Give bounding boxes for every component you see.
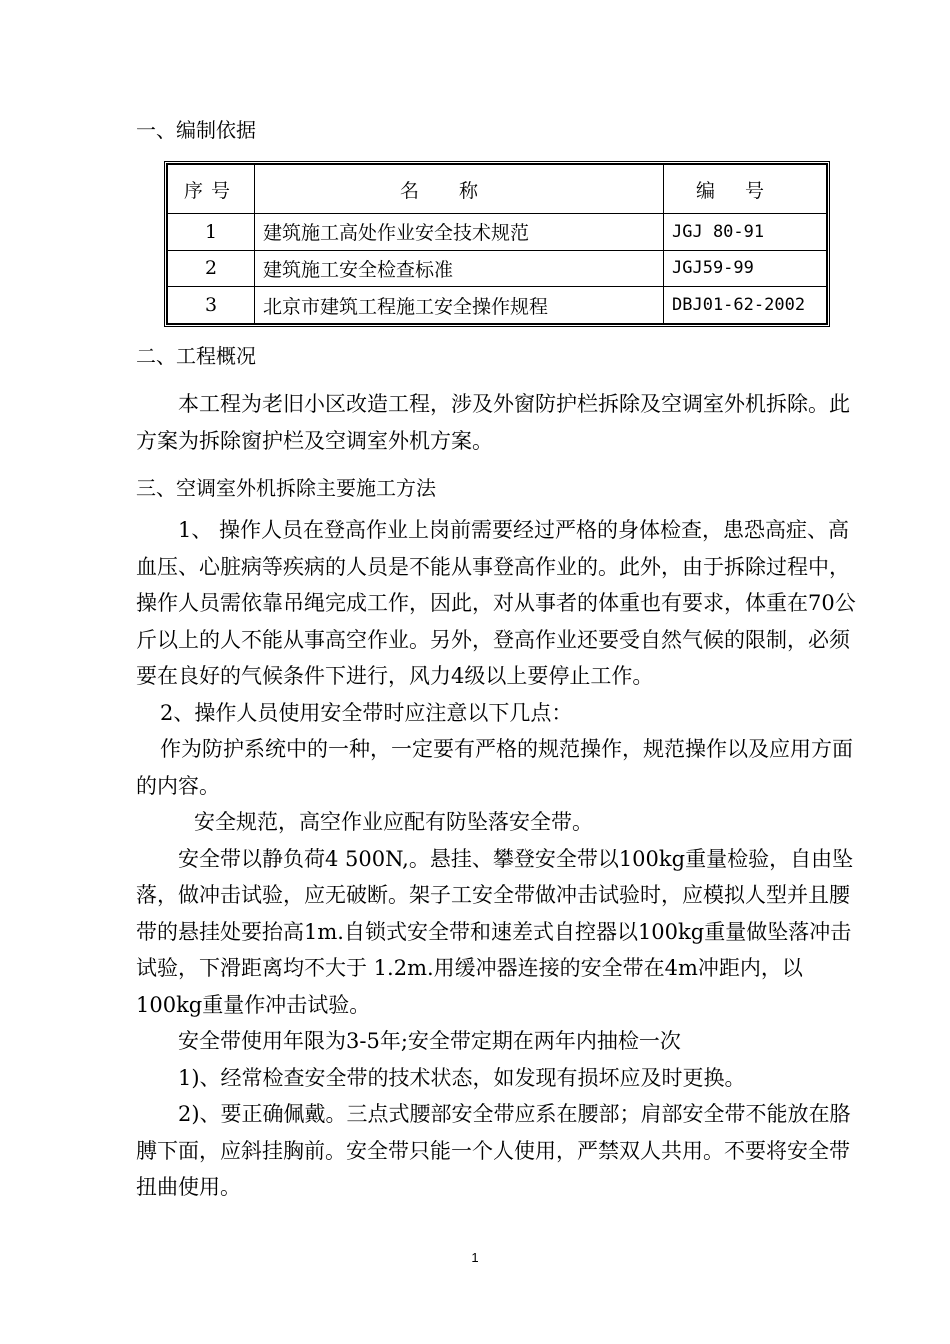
table-header-row <box>168 165 827 214</box>
paragraph-3: 作为防护系统中的一种，一定要有严格的规范操作，规范操作以及应用方面的内容。 <box>136 737 853 798</box>
page-number: 1 <box>471 1250 479 1265</box>
header-seq: 序号 <box>168 165 255 214</box>
overview-paragraph: 本工程为老旧小区改造工程，涉及外窗防护栏拆除及空调室外机拆除。此方案为拆除窗护栏及空调室外机方案。 <box>136 392 850 453</box>
table-row <box>168 250 827 287</box>
row-name: 北京市建筑工程施工安全操作规程 <box>255 287 664 324</box>
row-code: JGJ59-99 <box>664 250 827 287</box>
paragraph-4: 安全规范，高空作业应配有防坠落安全带。 <box>194 810 593 834</box>
section-3-body <box>136 512 866 1206</box>
row-code: DBJ01-62-2002 <box>664 287 827 324</box>
table-row <box>168 287 827 324</box>
header-code: 编号 <box>664 165 827 214</box>
row-seq: 3 <box>168 287 255 324</box>
row-name: 建筑施工安全检查标准 <box>255 250 664 287</box>
row-code: JGJ 80-91 <box>664 214 827 251</box>
row-seq: 1 <box>168 214 255 251</box>
standards-table <box>164 161 830 327</box>
row-seq: 2 <box>168 250 255 287</box>
row-name: 建筑施工高处作业安全技术规范 <box>255 214 664 251</box>
paragraph-7: 1)、经常检查安全带的技术状态，如发现有损坏应及时更换。 <box>178 1065 746 1090</box>
paragraph-5: 安全带以静负荷4 500N,。悬挂、攀登安全带以100kg重量检验，自由坠落，做冲击试验，应无破断。架子工安全带做冲击试验时，应模拟人型并且腰带的悬挂处要抬高1m.自锁式安全带和速差式自控器以100kg重量做坠落冲击试验，下滑距离均不大于 1.2m.用缓冲器连接的安全带在4m冲距内，以100kg重量作冲击试验。 <box>136 846 854 1017</box>
header-name: 名称 <box>255 165 664 214</box>
paragraph-1: 1、 操作人员在登高作业上岗前需要经过严格的身体检查，患恐高症、高血压、心脏病等疾病的人员是不能从事登高作业的。此外，由于拆除过程中，操作人员需依靠吊绳完成工作，因此，对从事者的体重也有要求，体重在70公斤以上的人不能从事高空作业。另外，登高作业还要受自然气候的限制，必须要在良好的气候条件下进行，风力4级以上要停止工作。 <box>136 518 856 688</box>
table-row <box>168 214 827 251</box>
section-2-body <box>136 386 866 459</box>
section-3-heading: 三、空调室外机拆除主要施工方法 <box>136 476 436 500</box>
paragraph-2: 2、操作人员使用安全带时应注意以下几点： <box>160 700 573 725</box>
section-1-heading: 一、编制依据 <box>136 118 256 142</box>
section-2-heading: 二、工程概况 <box>136 344 256 368</box>
paragraph-8: 2)、要正确佩戴。三点式腰部安全带应系在腰部；肩部安全带不能放在胳膊下面，应斜挂胸前。安全带只能一个人使用，严禁双人共用。不要将安全带扭曲使用。 <box>136 1102 851 1199</box>
paragraph-6: 安全带使用年限为3-5年;安全带定期在两年内抽检一次 <box>178 1029 681 1053</box>
